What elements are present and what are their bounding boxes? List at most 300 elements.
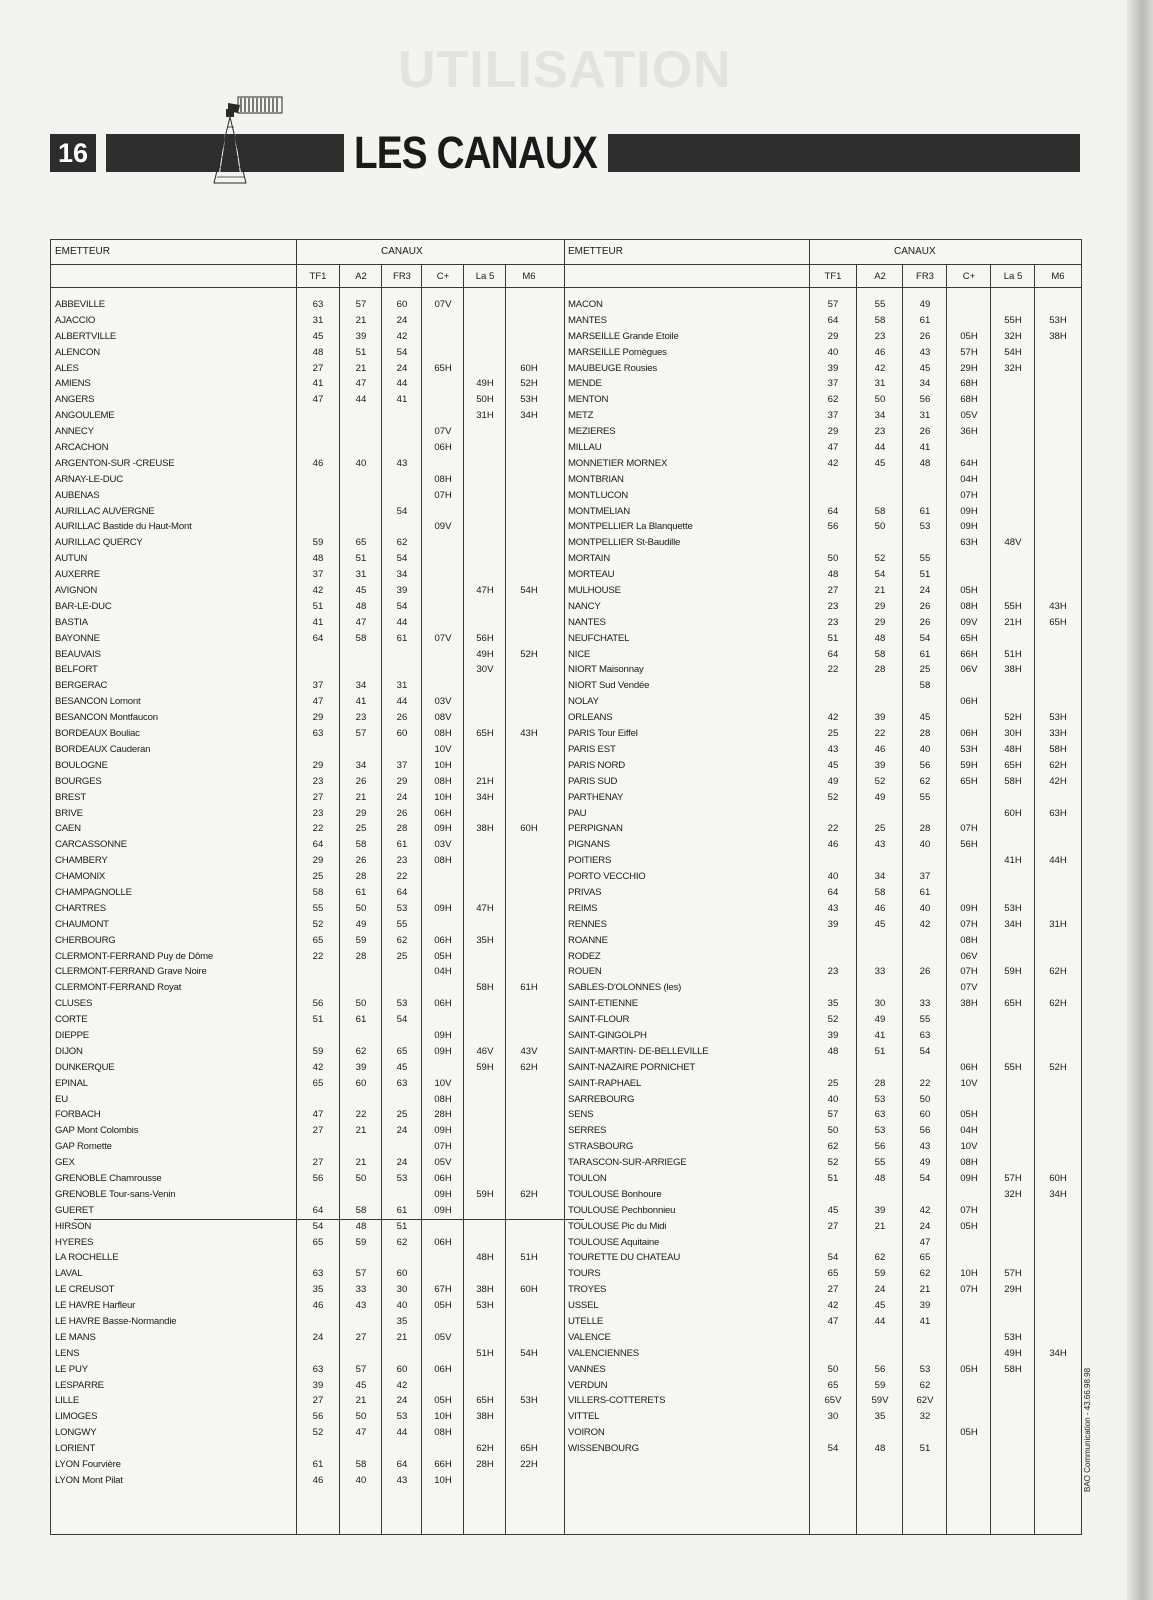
channel-value: 41H [1004,855,1022,867]
channel-value: 68H [960,378,978,390]
channel-value: 43H [1049,600,1067,612]
table-row [564,774,1081,790]
channel-value: 57 [355,299,367,310]
channel-value: 29 [827,426,839,438]
channel-value: 23 [827,616,839,628]
emitter-name: CORTE [55,1014,88,1026]
channel-value: 05H [434,1300,452,1312]
channel-value: 37 [919,871,931,883]
channel-value: 45 [919,712,931,724]
header-divider [809,240,810,264]
channel-value: 37 [827,378,839,390]
channel-value: 44 [396,616,408,628]
channel-value: 55H [1004,314,1022,326]
channel-value: 27 [827,1220,839,1232]
emitter-name: LILLE [55,1395,80,1407]
channel-value: 59 [874,1379,886,1391]
emitter-name: ANGERS [55,394,95,406]
table-row [564,1028,1081,1044]
emitter-name: MONTLUCON [568,489,629,501]
channel-value: 10V [960,1077,978,1089]
table-row [51,1441,564,1457]
channel-value: 54 [827,1252,839,1264]
channel-value: 25 [919,664,931,676]
channel-value: 60 [396,1363,408,1375]
channel-value: 05V [434,1331,452,1343]
channel-value: 06H [434,1363,452,1375]
table-row [51,1266,564,1282]
channel-value: 59H [960,759,978,771]
channel-value: 26 [919,966,931,978]
column-header: FR3 [393,271,411,282]
table-row [564,567,1081,583]
channel-value: 48H [476,1252,494,1264]
channel-value: 23 [312,775,324,787]
channel-value: 56H [960,839,978,851]
channel-value: 49 [874,1014,886,1026]
channels-table [50,239,1082,1535]
channel-value: 26 [919,616,931,628]
channel-value: 54 [919,632,931,644]
channel-value: 58 [355,839,367,851]
channel-value: 24 [919,585,931,597]
channel-value: 47 [355,616,367,628]
emitter-name: SENS [568,1109,594,1121]
channel-value: 06H [434,807,452,819]
table-row [51,964,564,980]
channel-value: 40 [827,346,839,358]
channel-value: 21 [355,791,367,803]
emitter-name: HIRSON [55,1220,92,1232]
column-header: TF1 [824,271,842,282]
channel-value: 34 [874,871,886,883]
emitter-name: TOULOUSE Pechbonnieu [568,1204,676,1216]
channel-value: 28H [476,1459,494,1471]
channel-value: 45 [312,330,324,342]
channel-value: 37 [827,410,839,422]
table-row [564,392,1081,408]
channel-value: 54H [520,1347,538,1359]
table-row [51,551,564,567]
table-row [51,313,564,329]
channel-value: 65 [312,1077,324,1089]
channel-value: 08V [434,712,452,724]
channel-value: 29 [312,759,324,771]
channel-value: 54 [312,1220,324,1232]
emitter-name: VERDUN [568,1379,608,1391]
emitter-name: DIJON [55,1045,83,1057]
table-row [51,1219,564,1235]
emitter-name: AURILLAC AUVERGNE [55,505,155,517]
pen-underline-mark [74,1219,584,1220]
table-row [51,535,564,551]
emitter-name: ALENCON [55,346,100,358]
table-row [51,1187,564,1203]
emitter-name: ALBERTVILLE [55,330,117,342]
channel-value: 46 [874,346,886,358]
channel-value: 62 [874,1252,886,1264]
channel-value: 08H [434,855,452,867]
table-header-row [564,240,1081,265]
table-row [51,1393,564,1409]
table-row [564,1155,1081,1171]
channel-value: 54 [396,346,408,358]
channel-value: 54 [396,600,408,612]
channel-value: 50 [355,1172,367,1184]
channel-value: 34H [1049,1347,1067,1359]
channel-value: 47 [827,1316,839,1327]
channel-value: 64H [960,457,978,469]
channel-value: 10H [434,791,452,803]
table-row [564,1092,1081,1108]
table-row [51,488,564,504]
channel-value: 62V [916,1395,934,1407]
channel-value: 42 [827,712,839,724]
channel-value: 64 [827,505,839,517]
channel-value: 53H [960,743,978,755]
channel-value: 40 [919,839,931,851]
channel-value: 09H [434,1029,452,1041]
channel-value: 23 [827,966,839,978]
emitter-name: MACON [568,299,603,310]
channel-value: 46V [476,1045,494,1057]
table-row [564,1425,1081,1441]
channel-value: 51H [520,1252,538,1264]
table-row [51,376,564,392]
channel-value: 57H [1004,1268,1022,1280]
emitter-name: MANTES [568,314,607,326]
channel-value: 48V [1004,537,1022,549]
emitter-name: ARGENTON-SUR -CREUSE [55,457,175,469]
table-row [564,662,1081,678]
table-row [564,1282,1081,1298]
emitter-name: ORLEANS [568,712,613,724]
channel-value: 65 [919,1252,931,1264]
channel-value: 05H [434,950,452,962]
channel-value: 48 [827,1045,839,1057]
table-row [564,1362,1081,1378]
channel-value: 51 [827,1172,839,1184]
emitter-header: EMETTEUR [55,246,110,257]
channel-value: 64 [396,1459,408,1471]
emitter-name: CHARTRES [55,902,106,914]
table-row [51,615,564,631]
channel-value: 61 [312,1459,324,1471]
channel-value: 29 [312,712,324,724]
channel-value: 05H [960,330,978,342]
channel-value: 59H [1004,966,1022,978]
channel-value: 42 [396,330,408,342]
channel-value: 59 [874,1268,886,1280]
table-row [51,1346,564,1362]
channel-value: 61 [396,839,408,851]
emitter-name: ARCACHON [55,442,109,454]
channel-value: 46 [874,902,886,914]
channel-value: 24 [874,1284,886,1296]
channel-value: 21H [1004,616,1022,628]
emitter-name: BREST [55,791,86,803]
table-row [564,1393,1081,1409]
channel-value: 49 [919,1157,931,1169]
table-row [564,631,1081,647]
table-row [564,806,1081,822]
emitter-name: BASTIA [55,616,88,628]
table-body [564,297,1081,1457]
channel-value: 62 [396,537,408,549]
channel-value: 49 [874,791,886,803]
channel-value: 42 [312,1061,324,1073]
emitter-name: PERPIGNAN [568,823,623,835]
channel-value: 43 [874,839,886,851]
channel-value: 44 [874,442,886,454]
channel-value: 26 [919,426,931,438]
emitter-name: LIMOGES [55,1411,98,1423]
table-row [51,1060,564,1076]
channel-value: 26 [355,855,367,867]
emitter-name: BEAUVAIS [55,648,101,660]
emitter-name: BESANCON Montfaucon [55,712,158,724]
channel-value: 65 [396,1045,408,1057]
channel-value: 48 [874,1172,886,1184]
channel-value: 07V [434,426,452,438]
table-row [564,949,1081,965]
channel-value: 57 [827,1109,839,1121]
channel-value: 44 [874,1316,886,1327]
channel-value: 51 [919,1443,931,1455]
table-row [564,1107,1081,1123]
channel-value: 65H [960,775,978,787]
channel-value: 65 [312,934,324,946]
emitter-name: NEUFCHATEL [568,632,630,644]
channel-value: 38H [476,823,494,835]
emitter-name: CHAUMONT [55,918,109,930]
channel-value: 62 [355,1045,367,1057]
channel-value: 61 [355,886,367,898]
channel-value: 51 [355,346,367,358]
channel-value: 48 [312,553,324,565]
emitter-name: CHERBOURG [55,934,116,946]
channel-value: 53H [1049,712,1067,724]
table-row [564,1012,1081,1028]
header-bar-right [608,134,1080,172]
emitter-name: EPINAL [55,1077,88,1089]
channel-value: 31 [919,410,931,422]
channel-value: 45 [396,1061,408,1073]
emitter-name: LE HAVRE Basse-Normandie [55,1316,177,1327]
channel-value: 21 [919,1284,931,1296]
channel-value: 27 [312,362,324,374]
emitter-name: SAINT-MARTIN- DE-BELLEVILLE [568,1045,709,1057]
table-row [564,678,1081,694]
table-row [564,933,1081,949]
table-row [51,1171,564,1187]
emitter-name: PARTHENAY [568,791,624,803]
channel-value: 09H [960,521,978,533]
channel-value: 27 [827,1284,839,1296]
channel-value: 04H [434,966,452,978]
channel-value: 59H [476,1061,494,1073]
channel-value: 07H [960,823,978,835]
channel-value: 62 [827,1141,839,1153]
column-header: A2 [355,271,367,282]
channel-value: 43 [396,1474,408,1486]
channel-value: 07V [434,299,452,310]
channel-value: 34 [874,410,886,422]
table-row [51,1028,564,1044]
channel-value: 22 [355,1109,367,1121]
channel-value: 48 [827,569,839,581]
table-row [564,615,1081,631]
channel-value: 47 [312,1109,324,1121]
channel-value: 30 [396,1284,408,1296]
table-row [51,392,564,408]
channel-value: 57H [960,346,978,358]
channel-value: 59 [355,934,367,946]
table-row [51,901,564,917]
table-row [51,631,564,647]
channel-value: 48 [874,632,886,644]
channel-value: 05H [960,585,978,597]
channel-value: 50 [874,394,886,406]
channel-value: 61 [396,1204,408,1216]
channel-value: 62H [520,1188,538,1200]
channel-value: 28 [919,823,931,835]
channel-value: 64 [827,648,839,660]
table-row [564,742,1081,758]
emitter-name: AUBENAS [55,489,100,501]
channel-value: 09H [960,902,978,914]
emitter-name: SAINT-GINGOLPH [568,1029,647,1041]
channel-value: 68H [960,394,978,406]
channel-value: 56 [874,1141,886,1153]
emitter-name: GEX [55,1157,75,1169]
channel-value: 54H [1004,346,1022,358]
channel-value: 47 [312,394,324,406]
channel-value: 40 [919,743,931,755]
channel-value: 64 [312,839,324,851]
table-row [564,1409,1081,1425]
channel-value: 56 [919,759,931,771]
table-row [564,440,1081,456]
emitter-name: LAVAL [55,1268,83,1280]
table-row [564,1123,1081,1139]
channel-value: 53 [396,1411,408,1423]
channel-value: 22 [874,728,886,740]
channel-value: 41 [874,1029,886,1041]
channel-value: 24 [396,362,408,374]
table-row [564,329,1081,345]
channel-value: 07V [434,632,452,644]
table-row [51,329,564,345]
emitter-name: MONTPELLIER St-Baudille [568,537,681,549]
channel-value: 62 [396,934,408,946]
channel-value: 65H [476,728,494,740]
channel-value: 41 [396,394,408,406]
channel-value: 47 [355,378,367,390]
channel-value: 57 [355,728,367,740]
table-row [51,1155,564,1171]
channel-value: 58H [1049,743,1067,755]
emitter-name: SERRES [568,1125,607,1137]
table-row [564,821,1081,837]
channel-value: 25 [827,728,839,740]
channel-value: 44H [1049,855,1067,867]
channel-value: 57 [827,299,839,310]
emitter-name: SARREBOURG [568,1093,635,1105]
channel-value: 50 [355,1411,367,1423]
emitter-name: AJACCIO [55,314,96,326]
channel-value: 22 [312,950,324,962]
channel-value: 29 [355,807,367,819]
channel-value: 25 [355,823,367,835]
channel-value: 29 [827,330,839,342]
channel-value: 50 [827,1125,839,1137]
channel-value: 34H [520,410,538,422]
emitter-name: WISSENBOURG [568,1443,639,1455]
channel-value: 22 [919,1077,931,1089]
table-row [564,345,1081,361]
emitter-name: HYERES [55,1236,94,1248]
channel-value: 51 [827,632,839,644]
channel-value: 23 [355,712,367,724]
emitter-name: MONNETIER MORNEX [568,457,668,469]
emitter-name: ARNAY-LE-DUC [55,473,123,485]
antenna-icon [178,95,288,185]
emitter-name: AURILLAC QUERCY [55,537,143,549]
emitter-name: ANGOULEME [55,410,115,422]
channel-value: 40 [827,871,839,883]
emitter-name: MONTMELIAN [568,505,630,517]
emitter-name: GRENOBLE Tour-sans-Venin [55,1188,176,1200]
channel-value: 29 [312,855,324,867]
channel-value: 49H [1004,1347,1022,1359]
column-header: C+ [436,271,450,282]
channel-value: 47 [827,442,839,454]
emitter-name: MARSEILLE Grande Etoile [568,330,679,342]
channel-value: 25 [396,950,408,962]
table-row [51,774,564,790]
table-row [564,376,1081,392]
channel-value: 53H [1004,902,1022,914]
table-row [51,647,564,663]
emitter-name: AUXERRE [55,569,100,581]
table-row [51,345,564,361]
table-row [51,1362,564,1378]
channel-value: 40 [396,1300,408,1312]
channel-value: 32 [919,1411,931,1423]
channel-value: 42 [874,362,886,374]
channel-value: 08H [960,600,978,612]
emitter-name: PIGNANS [568,839,610,851]
channel-value: 47H [476,585,494,597]
channel-value: 47 [355,1427,367,1439]
channel-value: 63H [960,537,978,549]
channel-value: 33H [1049,728,1067,740]
emitter-name: LE PUY [55,1363,88,1375]
channel-value: 07H [960,1284,978,1296]
channel-value: 10V [434,743,452,755]
channel-value: 56 [312,1411,324,1423]
emitter-name: SABLES-D'OLONNES (les) [568,982,682,994]
table-row [51,1378,564,1394]
channel-value: 56 [874,1363,886,1375]
channel-value: 64 [827,886,839,898]
channel-value: 09H [434,823,452,835]
channel-value: 40 [355,1474,367,1486]
emitter-name: BAR-LE-DUC [55,600,112,612]
table-row [51,1123,564,1139]
channel-value: 49H [476,378,494,390]
